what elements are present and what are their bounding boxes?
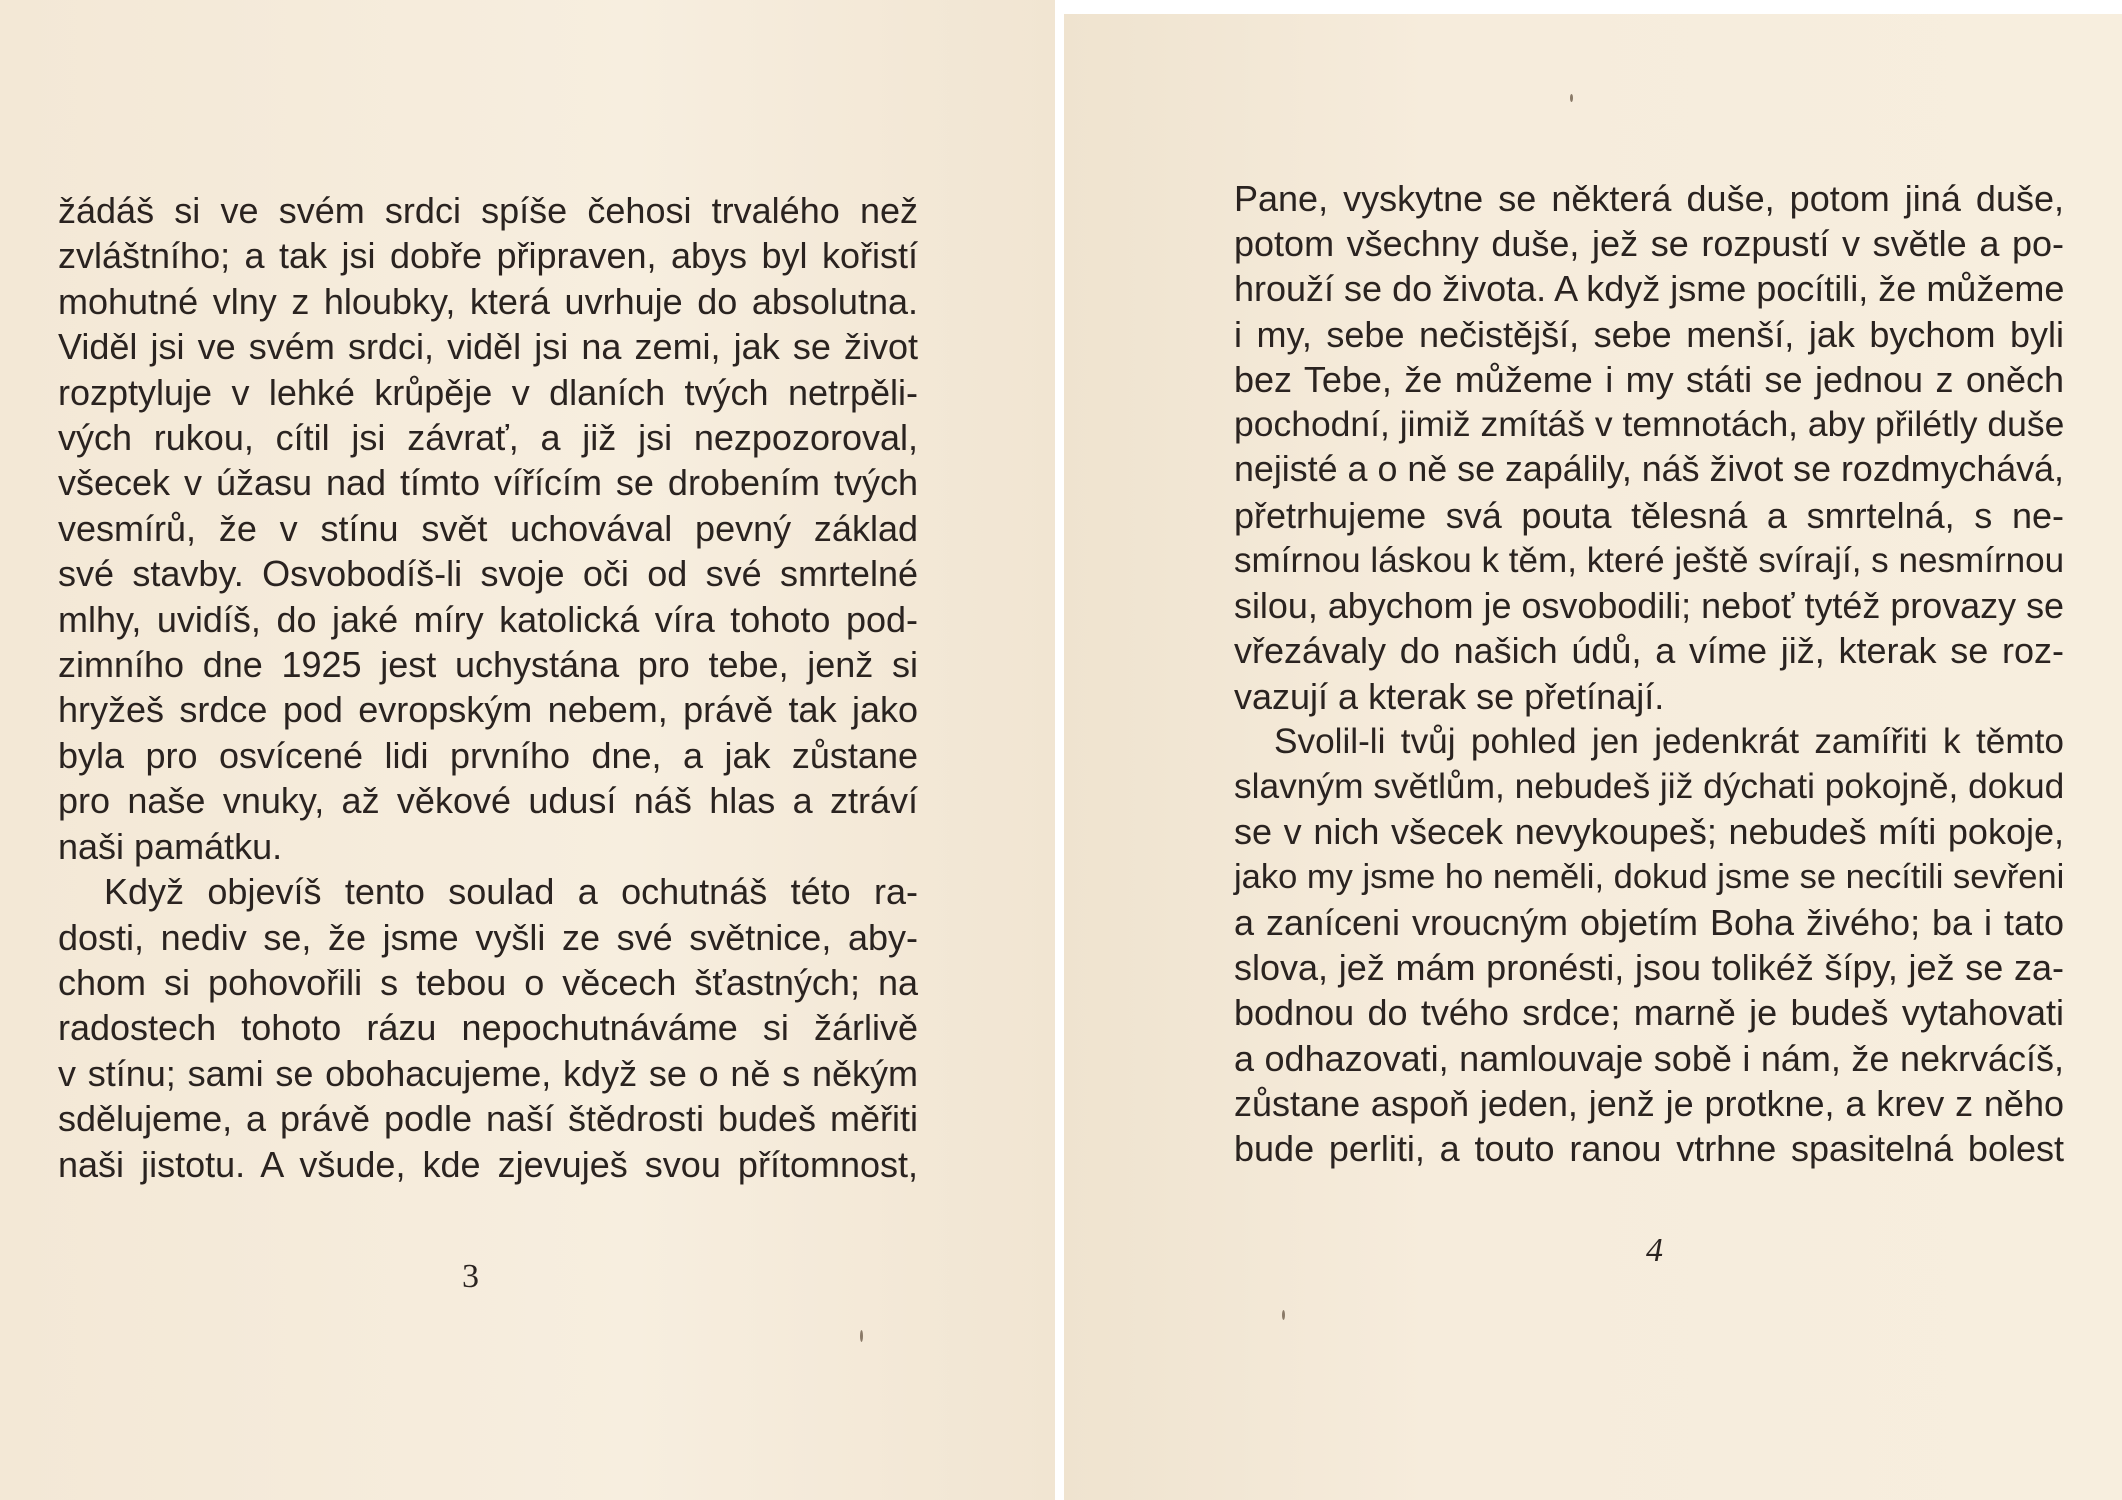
text-line: mohutné vlny z hloubky, která uvrhuje do absolutna. [58,280,918,322]
paper-speck [1282,1310,1285,1320]
text-line: smírnou láskou k těm, které ještě svírají, s nesmírnou [1234,540,2065,580]
text-line: zůstane aspoň jeden, jenž je protkne, a krev z něho [1234,1082,2064,1124]
text-line: své stavby. Osvobodíš-li svoje oči od své smrtelné [58,553,918,595]
text-line: všecek v úžasu nad tímto vířícím se drobením tvých [58,462,918,504]
text-line: slova, jež mám pronésti, jsou tolikéž šípy, jež se za- [1234,947,2064,989]
text-line: bude perliti, a touto ranou vtrhne spasitelná bolest [1234,1127,2064,1169]
page-number: 4 [1646,1232,1663,1269]
text-line: mlhy, uvidíš, do jaké míry katolická víra tohoto pod- [58,598,918,640]
text-line: chom si pohovořili s tebou o věcech šťastných; na [58,961,918,1003]
text-line: vazují a kterak se přetínají. [1234,675,1665,717]
text-line: vřezávaly do našich údů, a víme již, kterak se roz- [1234,630,2064,672]
text-line: naši jistotu. A všude, kde zjevuješ svou přítomnost, [58,1143,918,1185]
text-line: pochodní, jimiž zmítáš v temnotách, aby přilétly duše [1234,404,2065,445]
text-line: a odhazovati, namlouvaje sobě i nám, že nekrvácíš, [1234,1037,2064,1079]
text-line: bodnou do tvého srdce; marně je budeš vytahovati [1234,992,2064,1034]
text-line: byla pro osvícené lidi prvního dne, a jak zůstane [58,734,918,776]
paper-speck [1570,94,1573,102]
text-line: Když objevíš tento soulad a ochutnáš této ra- [104,871,918,913]
gutter [1055,0,1064,1500]
text-line: bez Tebe, že můžeme i my státi se jednou z oněch [1234,358,2064,400]
left-page [0,0,1055,1500]
text-line: pro naše vnuky, až věkové udusí náš hlas a ztráví [58,780,918,822]
text-line: radostech tohoto rázu nepochutnáváme si žárlivě [58,1007,918,1049]
text-line: vých rukou, cítil jsi závrať, a již jsi nezpozoroval, [58,417,918,459]
text-line: hrouží se do života. A když jsme pocítili, že můžeme [1234,268,2065,310]
page-number: 3 [462,1258,479,1295]
text-line: naši památku. [58,825,283,867]
text-line: jako my jsme ho neměli, dokud jsme se necítili sevřeni [1234,857,2065,896]
text-line: Viděl jsi ve svém srdci, viděl jsi na zemi, jak se život [58,326,918,368]
text-line: silou, abychom je osvobodili; neboť tytéž provazy se [1234,585,2064,627]
left-page-text [58,188,918,1187]
text-line: se v nich všecek nevykoupeš; nebudeš míti pokoje, [1234,811,2064,853]
text-line: nejisté a o ně se zapálily, náš život se rozdmychává, [1234,449,2064,490]
text-line: žádáš si ve svém srdci spíše čehosi trvalého než [58,190,918,231]
text-line: Svolil-li tvůj pohled jen jedenkrát zamířiti k těmto [1274,721,2064,761]
text-line: hryžeš srdce pod evropským nebem, právě tak jako [58,689,918,731]
text-line: Pane, vyskytne se některá duše, potom jiná duše, [1234,178,2064,219]
text-line: v stínu; sami se obohacujeme, když se o ně s někým [58,1052,918,1094]
paper-speck [860,1330,863,1342]
text-line: vesmírů, že v stínu svět uchovával pevný základ [58,507,918,549]
text-line: potom všechny duše, jež se rozpustí v světle a po- [1234,223,2064,265]
text-line: rozptyluje v lehké krůpěje v dlaních tvých netrpěli- [58,371,918,413]
text-line: dosti, nediv se, že jsme vyšli ze své světnice, aby- [58,916,918,958]
text-line: i my, sebe nečistější, sebe menší, jak bychom byli [1234,313,2064,355]
text-line: přetrhujeme svá pouta tělesná a smrtelná, s ne- [1234,494,2064,536]
right-page-text [1234,176,2064,1171]
text-line: slavným světlům, nebudeš již dýchati pokojně, dokud [1234,767,2065,807]
text-line: sdělujeme, a právě podle naší štědrosti budeš měřiti [58,1098,918,1140]
text-line: zvláštního; a tak jsi dobře připraven, abys byl kořistí [58,235,918,277]
text-line: zimního dne 1925 jest uchystána pro tebe, jenž si [58,644,918,686]
text-line: a zaníceni vroucným objetím Boha živého; ba i tato [1234,901,2064,943]
